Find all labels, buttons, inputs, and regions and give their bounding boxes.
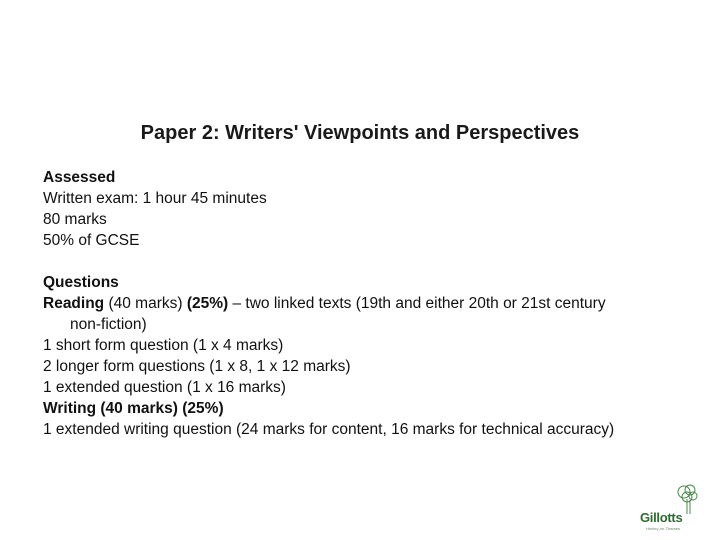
logo-wordmark: Gillotts	[640, 510, 683, 525]
school-logo	[640, 482, 700, 532]
reading-desc: – two linked texts (19th and either 20th or 21st century	[228, 295, 606, 312]
reading-percent: (25%)	[186, 295, 229, 312]
slide-title: Paper 2: Writers' Viewpoints and Perspectives	[140, 122, 580, 144]
writing-percent: (25%)	[182, 400, 224, 417]
assessed-line: 80 marks	[43, 211, 107, 228]
reading-item: 1 short form question (1 x 4 marks)	[43, 337, 284, 354]
writing-line	[43, 398, 703, 419]
spacer	[43, 251, 703, 272]
reading-line	[43, 293, 703, 314]
writing-marks: (40 marks)	[96, 400, 183, 417]
reading-item: 1 extended question (1 x 16 marks)	[43, 379, 286, 396]
reading-item: 2 longer form questions (1 x 8, 1 x 12 marks)	[43, 358, 351, 375]
reading-marks: (40 marks)	[104, 295, 187, 312]
writing-item: 1 extended writing question (24 marks for content, 16 marks for technical accuracy)	[43, 421, 615, 438]
assessed-heading: Assessed	[43, 169, 116, 186]
slide-body	[43, 167, 703, 440]
reading-desc-cont: non-fiction)	[70, 316, 147, 333]
assessed-line: 50% of GCSE	[43, 232, 140, 249]
assessed-line: Written exam: 1 hour 45 minutes	[43, 190, 267, 207]
questions-heading: Questions	[43, 274, 119, 291]
reading-label: Reading	[43, 295, 105, 312]
writing-label: Writing	[43, 400, 97, 417]
logo-tagline: Henley-on-Thames	[646, 526, 681, 531]
